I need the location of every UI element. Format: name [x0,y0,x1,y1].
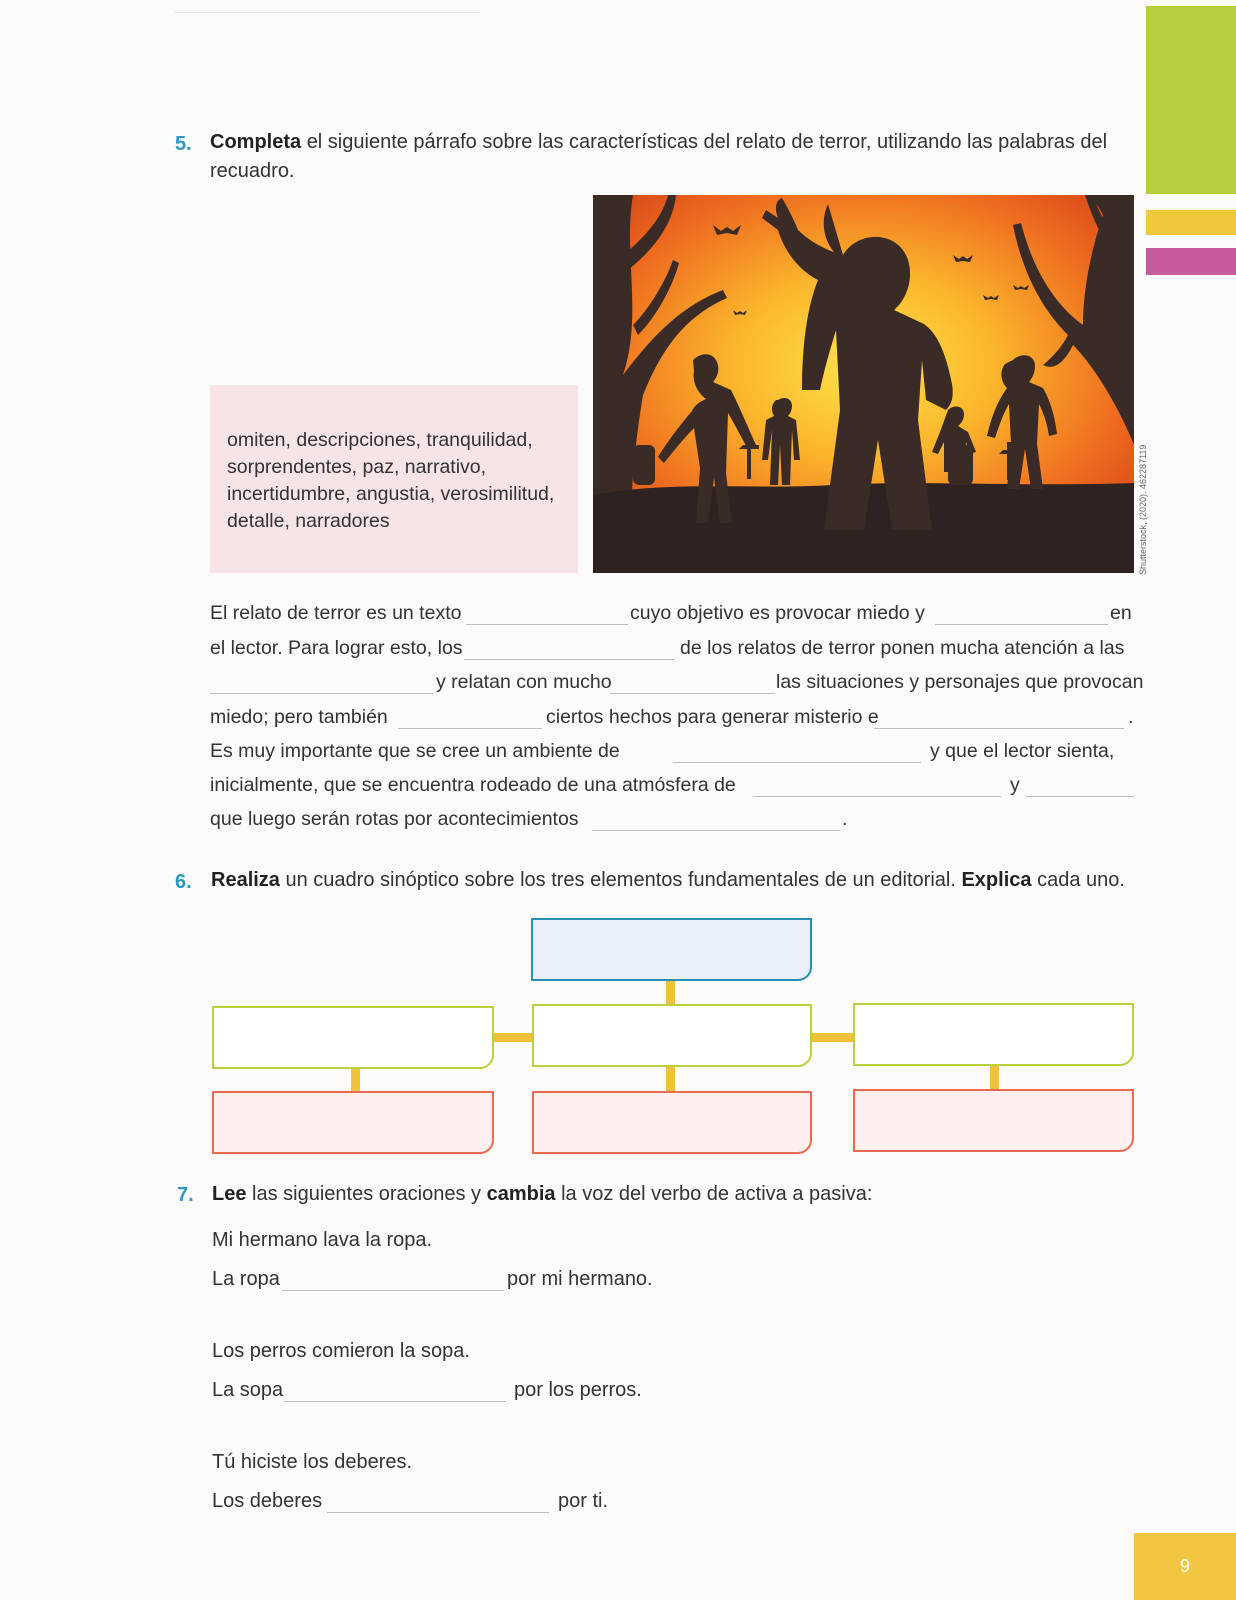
active-sentence: Los perros comieron la sopa. [212,1340,470,1362]
question-5-prompt-line2: recuadro. [210,160,295,182]
cloze-text-2b: de los relatos de terror ponen mucha atención a las [680,637,1125,659]
question-6-prompt-mid: un cuadro sinóptico sobre los tres elementos fundamentales de un editorial. [285,869,956,891]
image-credit: Shutterstock, (2020). 462287119 [1138,444,1148,575]
word-bank-text: omiten, descripciones, tranquilidad, sorprendentes, paz, narrativo, incertidumbre, angustia, verosimilitud, detalle, narradores [227,429,555,532]
question-5-prompt-rest: el siguiente párrafo sobre las características del relato de terror, utilizando las palabras del [306,131,1108,153]
question-7-verb-2: cambia [486,1183,556,1205]
synoptic-element-box[interactable] [212,1006,494,1069]
synoptic-explanation-box[interactable] [212,1091,494,1154]
page-number: 9 [1134,1533,1236,1600]
active-sentence: Tú hiciste los deberes. [212,1451,413,1473]
answer-blank[interactable] [935,624,1108,625]
synoptic-element-box[interactable] [853,1003,1134,1066]
question-6-verb-2: Explica [961,869,1032,891]
question-5-verb: Completa [210,131,302,153]
synoptic-title-box[interactable] [531,918,812,981]
cloze-text-1a: El relato de terror es un texto [210,602,462,624]
question-6-prompt-end: cada uno. [1037,869,1125,891]
answer-blank[interactable] [284,1401,506,1402]
cloze-text-1c: en [1110,602,1132,624]
cloze-text-7b: . [842,808,848,830]
cloze-text-2a: el lector. Para lograr esto, los [210,637,463,659]
cloze-text-7a: que luego serán rotas por acontecimientos [210,808,579,830]
section-tab-magenta [1146,248,1236,275]
synoptic-connector [812,1033,853,1042]
synoptic-connector [990,1066,999,1091]
passive-start: La sopa [212,1379,284,1401]
cloze-text-4a: miedo; pero también [210,706,388,728]
answer-blank[interactable] [398,728,542,729]
cloze-text-4c: . [1128,706,1134,728]
passive-start: La ropa [212,1268,280,1290]
answer-blank[interactable] [673,762,921,763]
question-6-number: 6. [175,871,192,893]
question-7-prompt-end: la voz del verbo de activa a pasiva: [561,1183,873,1205]
answer-blank[interactable] [1026,796,1134,797]
question-6-prompt [211,866,1136,895]
question-7-prompt [212,1180,1112,1209]
cloze-text-5a: Es muy importante que se cree un ambiente de [210,740,620,762]
question-7-prompt-mid: las siguientes oraciones y [252,1183,482,1205]
cloze-text-6b: y [1010,774,1020,796]
section-tab-yellow [1146,210,1236,235]
question-5-prompt [210,128,1135,186]
answer-blank[interactable] [610,693,775,694]
passive-end: por ti. [558,1490,609,1512]
synoptic-connector [666,1067,675,1091]
synoptic-element-box[interactable] [532,1004,812,1067]
synoptic-connector [666,981,675,1006]
cloze-text-5b: y que el lector sienta, [930,740,1115,762]
cloze-text-3a: y relatan con mucho [436,671,612,693]
cloze-text-3b: las situaciones y personajes que provocan [776,671,1144,693]
answer-blank[interactable] [210,693,433,694]
synoptic-connector [494,1033,532,1042]
header-rule [175,12,480,13]
active-sentence: Mi hermano lava la ropa. [212,1229,433,1251]
synoptic-explanation-box[interactable] [853,1089,1134,1152]
synoptic-explanation-box[interactable] [532,1091,812,1154]
cloze-text-1b: cuyo objetivo es provocar miedo y [630,602,925,624]
answer-blank[interactable] [282,1290,504,1291]
passive-end: por los perros. [514,1379,642,1401]
question-7-verb: Lee [212,1183,247,1205]
cloze-text-4b: ciertos hechos para generar misterio e [546,706,879,728]
horror-illustration [593,195,1134,573]
answer-blank[interactable] [466,624,628,625]
word-bank-box [210,385,578,573]
question-7-number: 7. [177,1184,194,1206]
answer-blank[interactable] [753,796,1001,797]
question-5-number: 5. [175,133,192,155]
cloze-paragraph [210,600,1144,840]
answer-blank[interactable] [592,830,840,831]
answer-blank[interactable] [464,659,674,660]
section-tab-green [1146,6,1236,194]
answer-blank[interactable] [874,728,1124,729]
passive-start: Los deberes [212,1490,323,1512]
cloze-text-6a: inicialmente, que se encuentra rodeado de una atmósfera de [210,774,736,796]
answer-blank[interactable] [327,1512,549,1513]
question-6-verb: Realiza [211,869,280,891]
passive-end: por mi hermano. [507,1268,653,1290]
synoptic-connector [351,1069,360,1091]
